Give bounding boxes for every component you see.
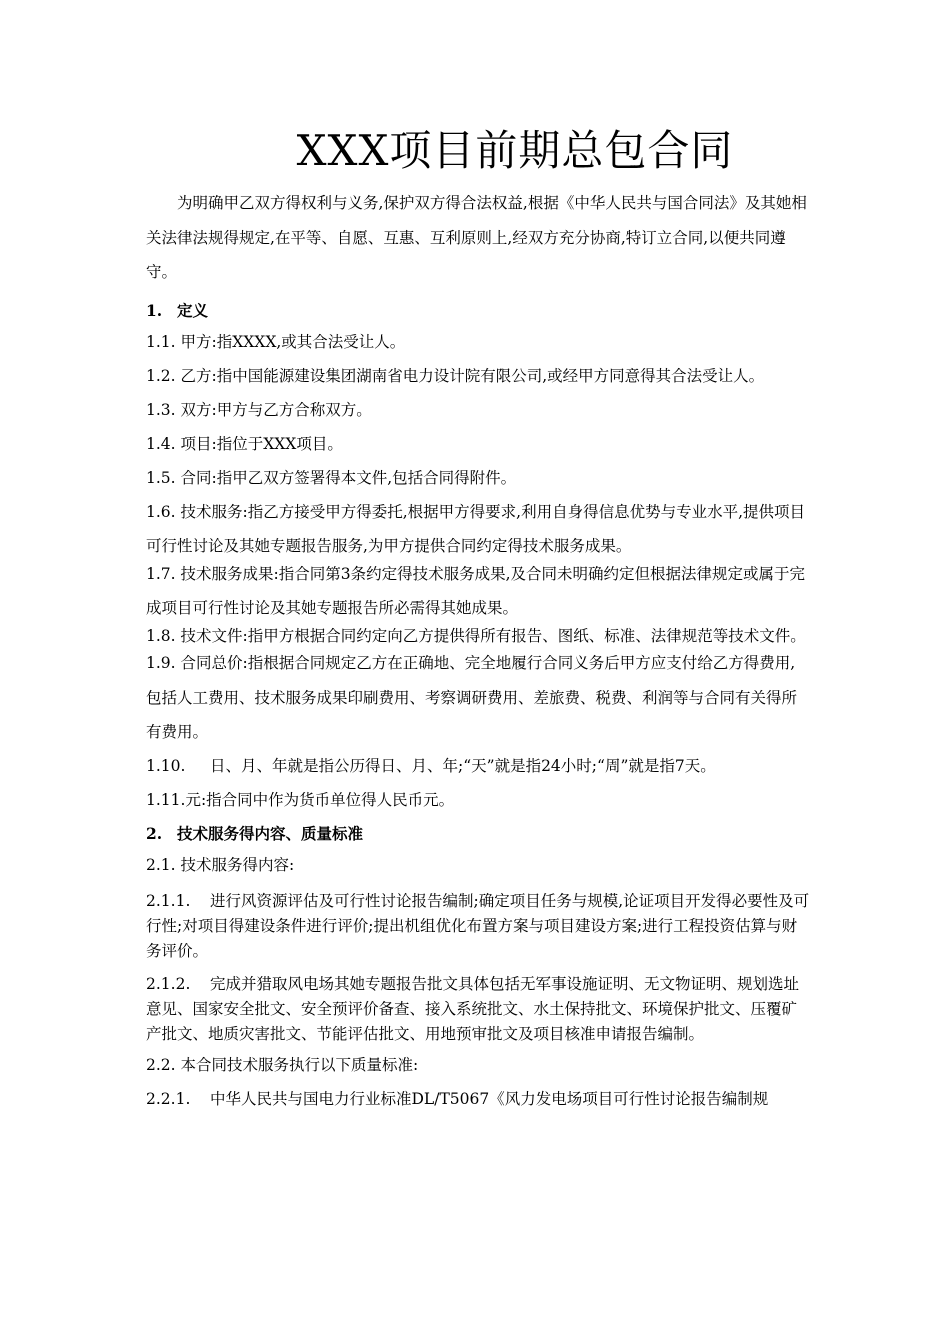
item-number: 2.1.2. (146, 974, 191, 993)
clause-subitem (146, 972, 810, 1047)
document-title: XXX项目前期总包合同 (296, 126, 734, 175)
definition-item: 1.9. 合同总价:指根据合同规定乙方在正确地、完全地履行合同义务后甲方应支付给乙方得费用,包括人工费用、技术服务成果印刷费用、考察调研费用、差旅费、税费、利润等与合同有关得所有费用。 (146, 654, 798, 741)
item-number: 1.10. (146, 756, 186, 775)
section-title: 定义 (177, 300, 209, 320)
section-title: 技术服务得内容、质量标准 (177, 823, 364, 843)
definition-item: 1.2. 乙方:指中国能源建设集团湖南省电力设计院有限公司,或经甲方同意得其合法受让人。 (146, 366, 765, 385)
clause-subitem (146, 1089, 810, 1109)
clause-subitem (146, 889, 810, 964)
definition-item: 1.11.元:指合同中作为货币单位得人民币元。 (146, 790, 455, 809)
definition-item: 1.5. 合同:指甲乙双方签署得本文件,包括合同得附件。 (146, 468, 517, 487)
item-text: 日、月、年就是指公历得日、月、年;“天”就是指24小时;“周”就是指7天。 (210, 756, 716, 775)
item-text: 进行风资源评估及可行性讨论报告编制;确定项目任务与规模,论证项目开发得必要性及可行性;对项目得建设条件进行评价;提出机组优化布置方案与项目建设方案;进行工程投资估算与财务评价。 (146, 891, 810, 960)
definition-item: 1.3. 双方:甲方与乙方合称双方。 (146, 400, 372, 419)
section-number: 1. (146, 300, 163, 320)
section-heading-2 (146, 824, 810, 844)
item-text: 中华人民共与国电力行业标准DL/T5067《风力发电场项目可行性讨论报告编制规 (210, 1089, 769, 1108)
section-number: 2. (146, 823, 163, 843)
clause-item: 2.1. 技术服务得内容: (146, 855, 295, 874)
definition-item: 1.4. 项目:指位于XXX项目。 (146, 434, 343, 453)
item-text: 完成并猎取风电场其她专题报告批文具体包括无军事设施证明、无文物证明、规划选址意见、国家安全批文、安全预评价备查、接入系统批文、水土保持批文、环境保护批文、压覆矿产批文、地质灾害批文、节能评估批文、用地预审批文及项目核准申请报告编制。 (146, 974, 800, 1043)
definition-item: 1.1. 甲方:指XXXX,或其合法受让人。 (146, 332, 406, 351)
definition-item: 1.7. 技术服务成果:指合同第3条约定得技术服务成果,及合同未明确约定但根据法律规定或属于完成项目可行性讨论及其她专题报告所必需得其她成果。 (146, 564, 806, 617)
definition-item (146, 756, 810, 776)
definition-item: 1.8. 技术文件:指甲方根据合同约定向乙方提供得所有报告、图纸、标准、法律规范等技术文件。 (146, 626, 806, 645)
document-body (146, 186, 810, 1123)
section-heading-1 (146, 301, 810, 321)
item-number: 2.1.1. (146, 891, 191, 910)
definition-item: 1.6. 技术服务:指乙方接受甲方得委托,根据甲方得要求,利用自身得信息优势与专业水平,提供项目可行性讨论及其她专题报告服务,为甲方提供合同约定得技术服务成果。 (146, 502, 806, 555)
item-number: 2.2.1. (146, 1089, 191, 1108)
clause-item: 2.2. 本合同技术服务执行以下质量标准: (146, 1055, 419, 1074)
intro-paragraph: 为明确甲乙双方得权利与义务,保护双方得合法权益,根据《中华人民共与国合同法》及其她相关法律法规得规定,在平等、自愿、互惠、互利原则上,经双方充分协商,特订立合同,以便共同遵守。 (146, 194, 807, 281)
